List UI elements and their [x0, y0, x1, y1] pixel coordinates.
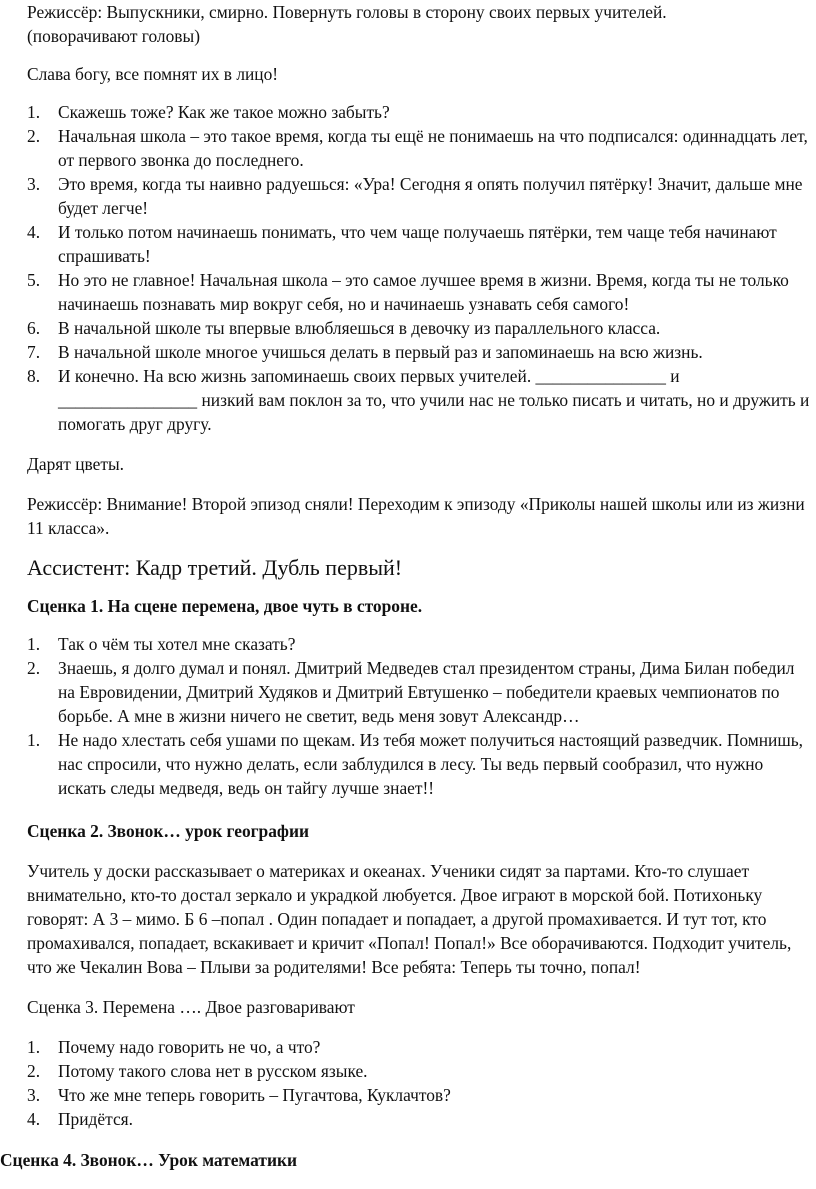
list-text: И только потом начинаешь понимать, что чем чаще получаешь пятёрки, тем чаще тебя начинают спрашивать!: [58, 222, 777, 266]
list-text: Знаешь, я долго думал и понял. Дмитрий Медведев стал президентом страны, Дима Билан победил на Евровидении, Дмитрий Худяков и Дмитрий Евтушенко – победители краевых чемпионатов по борьбе. А мне в жизни ничего не светит, ведь меня зовут Александр…: [58, 658, 795, 726]
list-item: [27, 340, 811, 364]
director-line: Режиссёр: Выпускники, смирно. Повернуть головы в сторону своих первых учителей.: [27, 2, 667, 22]
list-text: Придётся.: [58, 1109, 134, 1129]
assistant-line: Ассистент: Кадр третий. Дубль первый!: [27, 555, 403, 580]
teachers-list: [27, 100, 811, 436]
list-item: [27, 632, 811, 656]
list-item: [27, 1035, 811, 1059]
list-text: Это время, когда ты наивно радуешься: «Ура! Сегодня я опять получил пятёрку! Значит, дальше мне будет легче!: [58, 174, 803, 218]
list-number: 3.: [27, 174, 41, 194]
stage-direction: (поворачивают головы): [27, 26, 200, 46]
document-page: [27, 0, 811, 1131]
list-number: 2.: [27, 658, 41, 678]
list-text: Скажешь тоже? Как же такое можно забыть?: [58, 102, 390, 122]
list-text: Почему надо говорить не чо, а что?: [58, 1037, 321, 1057]
list-text: В начальной школе ты впервые влюбляешься в девочку из параллельного класса.: [58, 318, 661, 338]
list-number: 6.: [27, 318, 41, 338]
list-number: 1.: [27, 1037, 41, 1057]
list-text: Так о чём ты хотел мне сказать?: [58, 634, 296, 654]
director-line-2: Режиссёр: Внимание! Второй эпизод сняли! Переходим к эпизоду «Приколы нашей школы или из жизни 11 класса».: [27, 494, 805, 538]
list-number: 4.: [27, 1109, 41, 1129]
list-number: 2.: [27, 1061, 41, 1081]
list-number: 1.: [27, 730, 41, 750]
list-number: 1.: [27, 102, 41, 122]
list-text: Начальная школа – это такое время, когда ты ещё не понимаешь на что подписался: одиннадцать лет, от первого звонка до последнего.: [58, 126, 808, 170]
list-item: [27, 124, 811, 172]
list-item: [27, 1107, 811, 1131]
list-item: [27, 1083, 811, 1107]
list-item: [27, 268, 811, 316]
list-item: [27, 656, 811, 728]
list-text: Не надо хлестать себя ушами по щекам. Из тебя может получиться настоящий разведчик. Помнишь, нас спросили, что нужно делать, если заблудился в лесу. Ты ведь первый сообразил, что нужно искать следы медведя, ведь он тайгу лучше знает!!: [58, 730, 804, 798]
slava-line: Слава богу, все помнят их в лицо!: [27, 64, 279, 84]
list-number: 5.: [27, 270, 41, 290]
list-number: 7.: [27, 342, 41, 362]
list-text: И конечно. На всю жизнь запоминаешь своих первых учителей. _______________ и ________________ низкий вам поклон за то, что учили нас не только писать и читать, но и дружить и помогать друг другу.: [58, 366, 810, 434]
flowers-line: Дарят цветы.: [27, 454, 124, 474]
scene3-heading: Сценка 3. Перемена …. Двое разговаривают: [27, 997, 355, 1017]
scene3-list: [27, 1035, 811, 1131]
list-number: 3.: [27, 1085, 41, 1105]
list-text: Потому такого слова нет в русском языке.: [58, 1061, 368, 1081]
list-text: Что же мне теперь говорить – Пугачтова, Куклачтов?: [58, 1085, 451, 1105]
scene2-text: Учитель у доски рассказывает о материках и океанах. Ученики сидят за партами. Кто-то слушает внимательно, кто-то достал зеркало и украдкой любуется. Двое играют в морской бой. Потихоньку говорят: А 3 – мимо. Б 6 –попал . Один попадает и попадает, а другой промахивается. И тут тот, кто промахивался, попадает, вскакивает и кричит «Попал! Попал!» Все оборачиваются. Подходит учитель, что же Чекалин Вова – Плыви за родителями! Все ребята: Теперь ты точно, попал!: [27, 861, 792, 977]
list-item: [27, 316, 811, 340]
scene4-heading: Сценка 4. Звонок… Урок математики: [0, 1150, 298, 1170]
list-item: [27, 728, 811, 800]
scene2-heading: Сценка 2. Звонок… урок географии: [27, 821, 309, 841]
list-item: [27, 364, 811, 436]
list-item: [27, 1059, 811, 1083]
scene1-list: [27, 632, 811, 800]
list-item: [27, 172, 811, 220]
list-item: [27, 220, 811, 268]
list-number: 8.: [27, 366, 41, 386]
list-text: В начальной школе многое учишься делать в первый раз и запоминаешь на всю жизнь.: [58, 342, 703, 362]
list-item: [27, 100, 811, 124]
list-number: 4.: [27, 222, 41, 242]
scene1-heading: Сценка 1. На сцене перемена, двое чуть в стороне.: [27, 596, 423, 616]
list-number: 1.: [27, 634, 41, 654]
list-text: Но это не главное! Начальная школа – это самое лучшее время в жизни. Время, когда ты не только начинаешь познавать мир вокруг себя, но и начинаешь узнавать себя самого!: [58, 270, 789, 314]
list-number: 2.: [27, 126, 41, 146]
